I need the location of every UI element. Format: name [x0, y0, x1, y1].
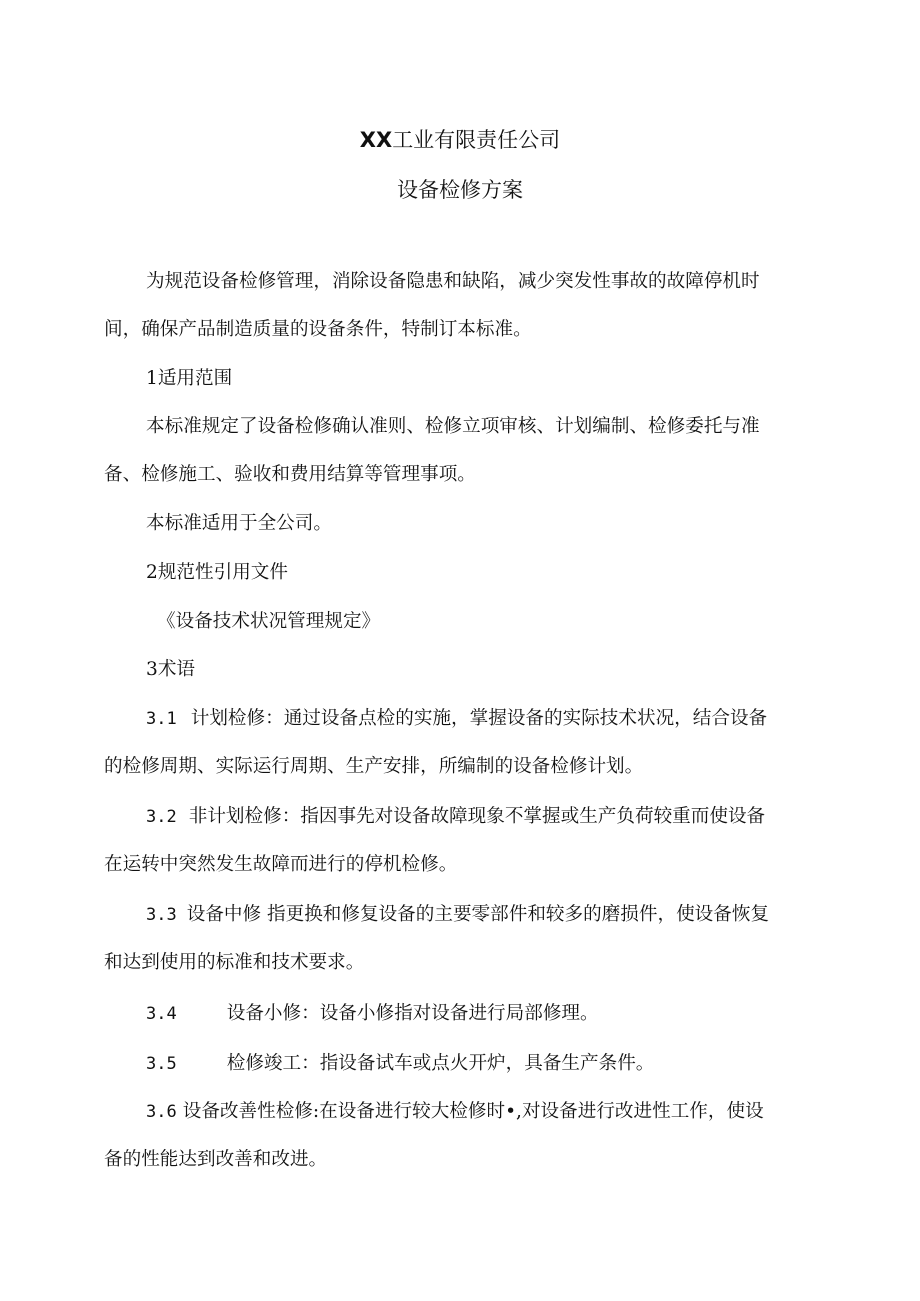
term-3-2-line-2: 在运转中突然发生故障而进行的停机检修。: [104, 854, 458, 875]
section-2-reference: 《设备技术状况管理规定》: [157, 611, 381, 632]
company-name-cn: 工业有限责任公司: [392, 128, 561, 152]
company-name: [0, 128, 920, 152]
term-3-3-number: 3.3: [146, 905, 177, 925]
section-2-heading: 2规范性引用文件: [146, 562, 288, 583]
section-1-p1-line-2: 备、检修施工、验收和费用结算等管理事项。: [104, 464, 476, 485]
term-3-1-line-2: 的检修周期、实际运行周期、生产安排，所编制的设备检修计划。: [104, 756, 644, 777]
term-3-2-line-1: [146, 805, 765, 829]
section-1-heading: 1适用范围: [146, 368, 233, 389]
term-3-3-line-2: 和达到使用的标准和技术要求。: [104, 952, 365, 973]
term-3-6-text: 设备改善性检修:在设备进行较大检修时•,对设备进行改进性工作，使设: [182, 1101, 764, 1122]
section-1-p1-line-1: 本标准规定了设备检修确认准则、检修立项审核、计划编制、检修委托与准: [146, 416, 760, 437]
term-3-5-line-1: [146, 1052, 654, 1076]
section-3-heading: 3术语: [146, 659, 196, 680]
term-3-1-text: 计划检修：通过设备点检的实施，掌握设备的实际技术状况，结合设备: [190, 708, 768, 729]
term-3-4-number: 3.4: [146, 1004, 177, 1024]
term-3-6-line-1: [146, 1100, 764, 1124]
document-title: 设备检修方案: [397, 178, 523, 202]
intro-line-1: 为规范设备检修管理，消除设备隐患和缺陷，减少突发性事故的故障停机时: [146, 271, 760, 292]
intro-line-2: 间，确保产品制造质量的设备条件，特制订本标准。: [104, 319, 532, 340]
term-3-2-text: 非计划检修：指因事先对设备故障现象不掌握或生产负荷较重而使设备: [188, 806, 766, 827]
term-3-4-text: 设备小修：设备小修指对设备进行局部修理。: [226, 1003, 599, 1024]
term-3-1-number: 3.1: [146, 709, 177, 729]
term-3-4-line-1: [146, 1002, 599, 1026]
term-3-6-line-2: 备的性能达到改善和改进。: [104, 1149, 328, 1170]
term-3-3-text: 设备中修 指更换和修复设备的主要零部件和较多的磨损件，使设备恢复: [186, 904, 770, 925]
term-3-6-number: 3.6: [146, 1102, 177, 1122]
company-name-latin: XX: [359, 128, 393, 152]
term-3-2-number: 3.2: [146, 807, 177, 827]
term-3-3-line-1: [146, 903, 769, 927]
term-3-5-text: 检修竣工：指设备试车或点火开炉，具备生产条件。: [226, 1053, 655, 1074]
term-3-5-number: 3.5: [146, 1054, 177, 1074]
section-1-p2: 本标准适用于全公司。: [146, 513, 332, 534]
term-3-1-line-1: [146, 707, 767, 731]
